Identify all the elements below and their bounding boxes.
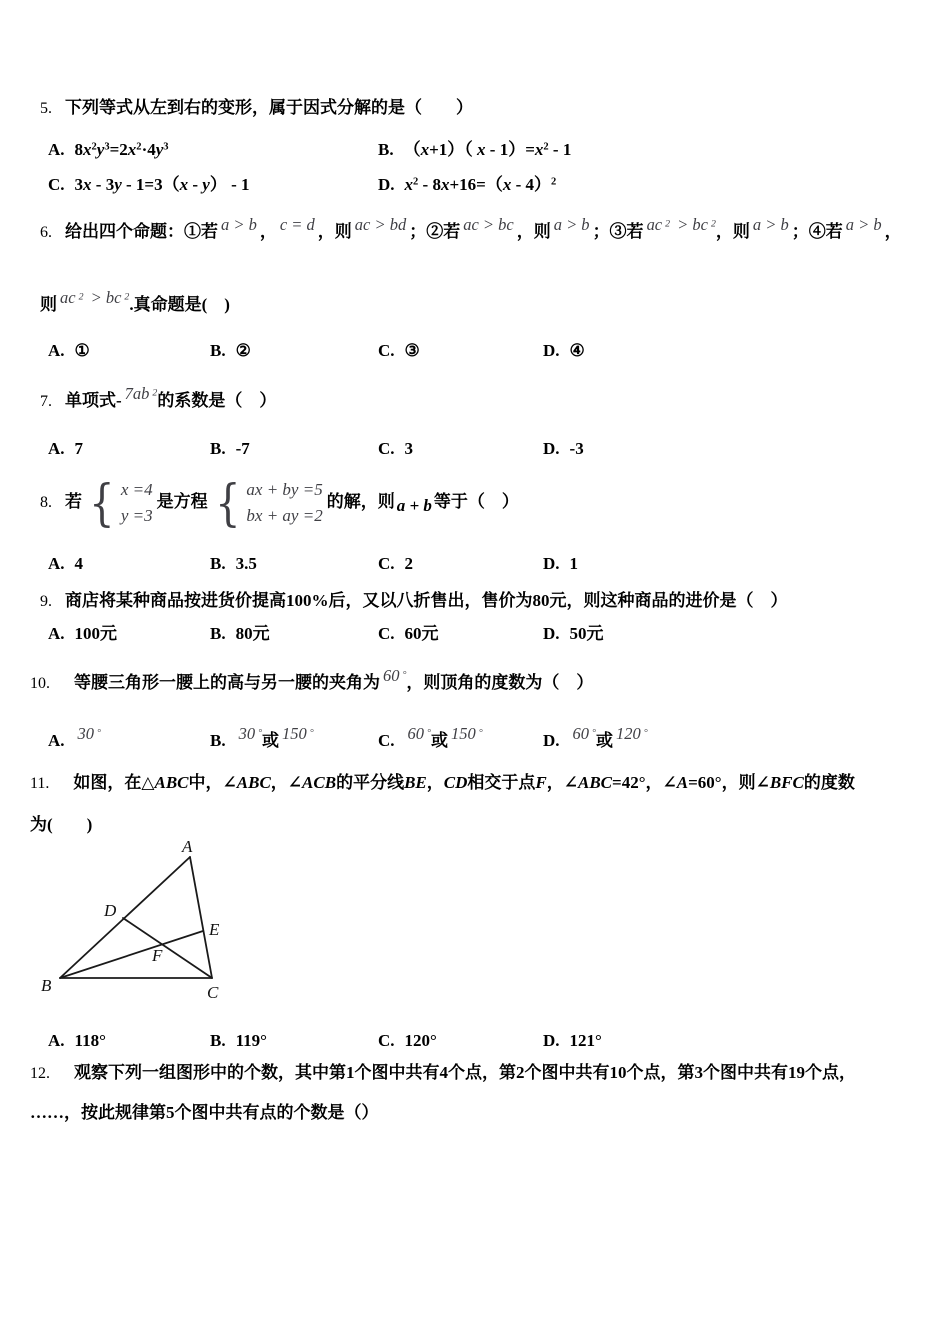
question-7-stem: [40, 382, 920, 414]
question-6-option-d: D. ④: [543, 341, 585, 360]
question-8-options: [48, 551, 920, 579]
question-8-stem: [40, 474, 519, 532]
left-brace: {: [214, 474, 241, 532]
question-7-option-c: C. 3: [378, 439, 414, 458]
question-6-stem-line-2: [40, 286, 920, 317]
question-5-option-a: A. $8x^2y^3=2x^2\cdot 4y^3$: [48, 140, 169, 159]
question-10-stem: [30, 664, 920, 696]
question-8-option-d: D. 1: [543, 554, 579, 573]
question-5-options-row-2: [48, 172, 920, 200]
question-9-options: [48, 621, 920, 649]
question-6-option-c: C. ③: [378, 341, 420, 360]
question-11-text-1: 如图，在△ABC中，∠ABC，∠ACB的平分线BE，CD相交于点F，∠ABC=42°，∠A=60°，则∠BFC的度数: [73, 773, 855, 792]
question-12-stem-line-1: [30, 1060, 920, 1086]
question-12-stem-line-2: [30, 1100, 920, 1126]
equation-y: y =3: [120, 506, 153, 525]
question-12-number: 12.: [30, 1065, 50, 1082]
question-10-option-c: C. 60 °或 150 °: [378, 724, 483, 750]
question-5-stem: [40, 95, 920, 121]
question-11-option-a: A. 118°: [48, 1031, 106, 1050]
question-6-stem-line-1: [40, 213, 920, 245]
question-10-number: 10.: [30, 674, 50, 692]
equation-1: ax + by =5: [246, 480, 323, 499]
question-8-number: 8.: [40, 494, 52, 511]
question-11-stem-line-2: [30, 812, 920, 838]
bisector-CD: [123, 918, 212, 978]
point-label-E: E: [209, 920, 220, 939]
question-11-options: [48, 1028, 920, 1056]
question-11-text-2: 为( ): [30, 815, 93, 834]
question-7-option-b: B. -7: [210, 439, 250, 458]
question-8-option-b: B. 3.5: [210, 554, 257, 573]
question-9-option-d: D. 50元: [543, 624, 604, 643]
bisector-BE: [60, 931, 203, 978]
question-9-stem: [40, 588, 920, 614]
question-8-text-end: 等于（ ）: [433, 492, 519, 511]
question-12-text-1: 观察下列一组图形中的个数，其中第1个图中共有4个点，第2个图中共有10个点，第3个图中共有19个点，: [74, 1063, 856, 1082]
question-6-options: [48, 338, 920, 366]
question-7-options: [48, 436, 920, 464]
question-10-option-d: D. 60 °或 120 °: [543, 724, 648, 750]
question-9-text: 商店将某种商品按进货价提高100%后，又以八折售出，售价为80元，则这种商品的进价是（ ）: [65, 591, 788, 610]
question-6-text-2: 则 ac $^2$ > bc $^2$.真命题是( ): [40, 288, 230, 314]
question-10-options: [48, 722, 920, 750]
question-9-option-c: C. 60元: [378, 624, 439, 643]
question-7-option-d: D. -3: [543, 439, 584, 458]
question-6-option-b: B. ②: [210, 341, 251, 360]
solution-system: [86, 474, 153, 532]
question-6-number: 6.: [40, 223, 52, 241]
question-10-text: 等腰三角形一腰上的高与另一腰的夹角为 60 °，则顶角的度数为（ ）: [74, 666, 594, 692]
equation-2: bx + ay =2: [246, 506, 323, 525]
question-10-option-a: A. 30 °: [48, 724, 101, 750]
question-7-number: 7.: [40, 392, 52, 410]
question-11-option-d: D. 121°: [543, 1031, 602, 1050]
question-11-stem-line-1: [30, 770, 920, 796]
equation-system: [212, 474, 323, 532]
question-7-text: 单项式- 7ab $^2$的系数是（ ）: [65, 384, 277, 410]
question-8-option-c: C. 2: [378, 554, 414, 573]
question-5-number: 5.: [40, 100, 52, 117]
question-11-number: 11.: [30, 775, 50, 792]
triangle-figure: [25, 838, 265, 1008]
question-11-option-b: B. 119°: [210, 1031, 267, 1050]
question-8-option-a: A. 4: [48, 554, 84, 573]
point-label-F: F: [152, 946, 163, 965]
vertex-label-B: B: [41, 976, 52, 995]
question-6-option-a: A. ①: [48, 341, 90, 360]
question-9-number: 9.: [40, 593, 52, 610]
point-label-D: D: [104, 901, 117, 920]
left-brace: {: [89, 474, 115, 532]
question-8-text-after: 的解，则: [326, 492, 395, 511]
a-plus-b-expression: a + b: [396, 496, 432, 516]
question-8-text-mid: 是方程: [156, 492, 208, 511]
question-5-options-row-1: [48, 137, 920, 165]
equation-x: x =4: [120, 480, 153, 499]
question-5-text: 下列等式从左到右的变形，属于因式分解的是（ ）: [65, 98, 473, 117]
question-11-option-c: C. 120°: [378, 1031, 437, 1050]
question-6-text-1: 给出四个命题：①若 a > b ， c = d ，则 ac > bd ；②若 ac > bc ，则 a > b ；③若 ac $^2$ > bc $^2$，则 a > b ；④若 a > b ，: [65, 215, 902, 241]
question-12-text-2: ……，按此规律第5个图中共有点的个数是（）: [30, 1103, 379, 1122]
question-8-text-before: 若: [65, 492, 82, 511]
side-AC: [190, 857, 212, 978]
vertex-label-C: C: [207, 983, 219, 1002]
question-5-option-b: B. （x+1）（ $x - 1)=x^2 - 1$: [378, 140, 572, 159]
question-5-option-d: D. $x^2 - 8x+16=(x - 4)^2$: [378, 175, 557, 194]
question-5-option-c: C. 3x - 3y - 1=3（x - y） - 1: [48, 175, 250, 194]
vertex-label-A: A: [182, 838, 193, 856]
question-10-option-b: B. 30 °或 150 °: [210, 724, 314, 750]
question-9-option-b: B. 80元: [210, 624, 270, 643]
question-7-option-a: A. 7: [48, 439, 84, 458]
side-AB: [60, 857, 190, 978]
question-9-option-a: A. 100元: [48, 624, 118, 643]
